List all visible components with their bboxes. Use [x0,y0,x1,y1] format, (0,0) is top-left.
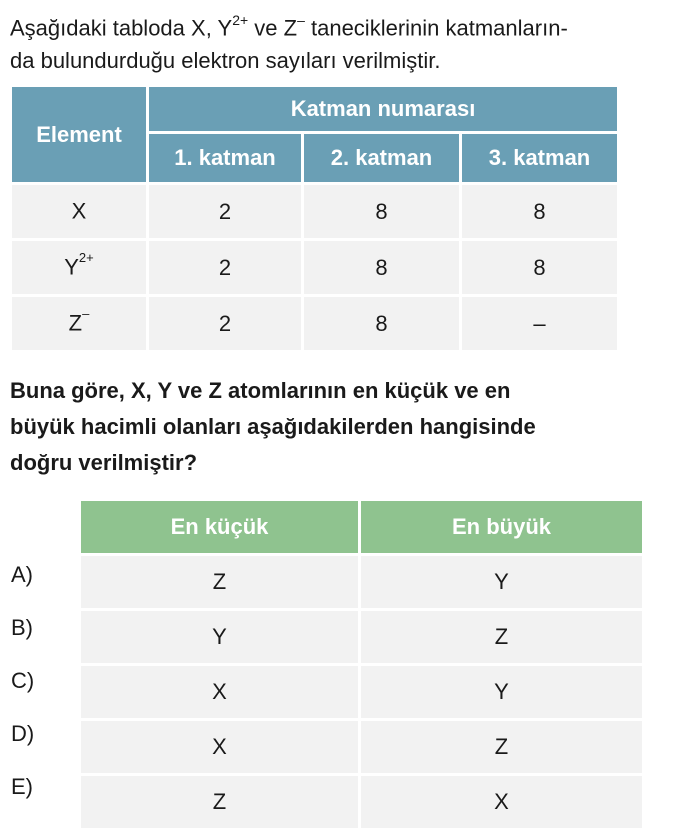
table-cell: – [462,297,617,350]
table-row [12,185,617,238]
option-letter-c[interactable]: C) [11,668,35,693]
option-smallest: Z [81,556,358,608]
intro-text [10,6,670,77]
option-largest: X [361,776,642,828]
table-cell: 2 [149,185,301,238]
element-symbol: X [12,185,146,238]
intro-line-1: Aşağıdaki tabloda X, $Y^{2+}$ ve Z– taneciklerinin katmanların- [10,12,568,41]
question-line-3: doğru verilmiştir? [10,450,198,475]
question-line-2: büyük hacimli olanları aşağıdakilerden hangisinde [10,414,536,439]
smallest-header: En küçük [81,501,358,553]
table-cell: 8 [462,241,617,294]
element-symbol: Z– [12,297,146,350]
table-cell: 8 [304,297,459,350]
option-letter-e[interactable]: E) [11,774,33,799]
electron-table [9,84,620,353]
option-row-c[interactable] [81,666,642,718]
column-header: 1. katman [149,134,301,182]
option-letter-d[interactable]: D) [11,721,35,746]
element-header: Element [12,87,146,182]
option-row-e[interactable] [81,776,642,828]
option-largest: Y [361,666,642,718]
option-letter-a[interactable]: A) [11,562,33,587]
option-smallest: Y [81,611,358,663]
table-cell: 8 [304,241,459,294]
table-row [12,241,617,294]
element-symbol: $Y^{2+}$ [12,241,146,294]
column-header: 2. katman [304,134,459,182]
table-cell: 2 [149,241,301,294]
table-cell: 2 [149,297,301,350]
table-cell: 8 [462,185,617,238]
option-largest: Z [361,721,642,773]
option-letter-b[interactable]: B) [11,615,33,640]
option-smallest: X [81,721,358,773]
option-row-b[interactable] [81,611,642,663]
layer-number-header: Katman numarası [149,87,617,131]
question-text [10,373,650,481]
option-row-a[interactable] [81,556,642,608]
option-largest: Z [361,611,642,663]
largest-header: En büyük [361,501,642,553]
table-row [12,297,617,350]
option-smallest: X [81,666,358,718]
option-largest: Y [361,556,642,608]
table-cell: 8 [304,185,459,238]
answer-table [78,498,645,831]
intro-line-2: da bulundurduğu elektron sayıları verilmiştir. [10,48,441,74]
option-smallest: Z [81,776,358,828]
column-header: 3. katman [462,134,617,182]
question-line-1: Buna göre, X, Y ve Z atomlarının en küçük ve en [10,378,511,403]
option-row-d[interactable] [81,721,642,773]
